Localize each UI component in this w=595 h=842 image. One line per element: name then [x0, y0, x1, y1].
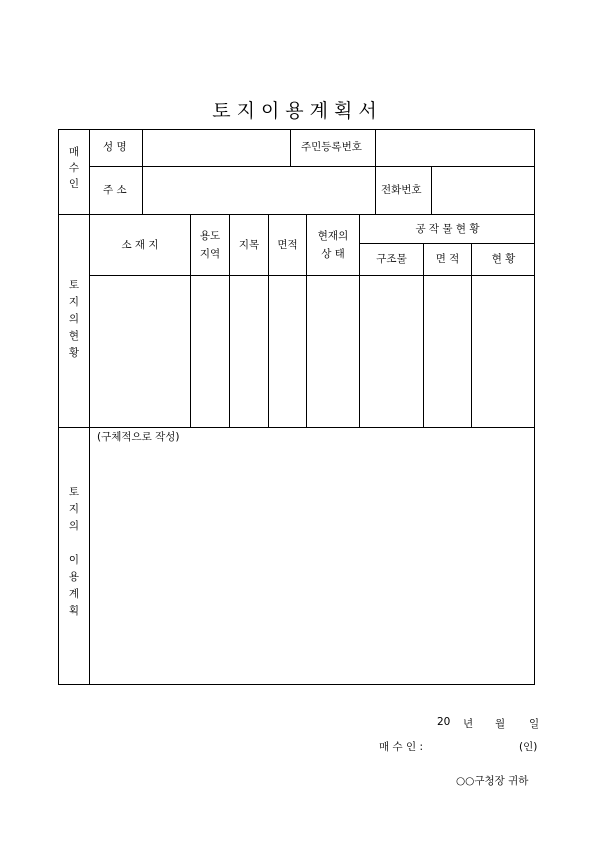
- category-header: 지목: [238, 239, 260, 251]
- buyer-label-divider: [142, 129, 143, 214]
- document-title: 토지이용계획서: [212, 100, 383, 122]
- form-table: [58, 129, 535, 685]
- structure-area-header: 면 적: [435, 253, 460, 265]
- buyer-signature-label: 매 수 인 :: [379, 741, 423, 753]
- date-year-label: 년: [463, 718, 474, 730]
- structures-header: 공 작 물 현 황: [415, 223, 480, 235]
- id-number-label: 주민등록번호: [301, 141, 362, 153]
- date-day-label: 일: [529, 718, 540, 730]
- section-divider-land: [58, 214, 535, 215]
- land-col-divider-7: [471, 243, 472, 427]
- land-section-label: 토 지 의 현 황: [68, 279, 80, 359]
- zone-header-line1: 용도: [199, 230, 221, 242]
- plan-section-label: 토 지 의 이 용 계 획: [68, 486, 80, 617]
- phone-label: 전화번호: [381, 184, 422, 196]
- land-header-divider: [89, 275, 535, 276]
- id-value-divider: [375, 129, 376, 166]
- land-col-divider-1: [190, 214, 191, 427]
- location-header: 소 재 지: [121, 239, 159, 251]
- land-col-divider-6: [423, 243, 424, 427]
- date-prefix: 20: [437, 716, 451, 728]
- row-divider-buyer: [89, 166, 535, 167]
- buyer-section-label: 매 수 인: [68, 146, 80, 190]
- section-divider-plan: [58, 427, 535, 428]
- recipient-label: ○○구청장 귀하: [456, 775, 529, 787]
- land-col-divider-4: [306, 214, 307, 427]
- structure-status-header: 현 황: [491, 253, 516, 265]
- structure-subheader-divider: [359, 243, 535, 244]
- area-header: 면적: [277, 239, 298, 251]
- seal-mark: (인): [519, 741, 538, 753]
- land-col-divider-5: [359, 214, 360, 427]
- zone-header-line2: 지역: [199, 248, 221, 260]
- phone-value-divider: [431, 166, 432, 214]
- current-state-header-line2: 상 태: [321, 248, 345, 260]
- structure-header: 구조물: [376, 253, 407, 265]
- name-label: 성 명: [103, 141, 127, 153]
- date-month-label: 월: [495, 718, 506, 730]
- plan-hint-text: (구체적으로 작성): [97, 431, 180, 443]
- address-phone-divider: [375, 166, 376, 214]
- current-state-header-line1: 현재의: [317, 230, 349, 242]
- name-id-divider: [290, 129, 291, 166]
- address-label: 주 소: [103, 184, 127, 196]
- label-column-divider: [89, 129, 90, 685]
